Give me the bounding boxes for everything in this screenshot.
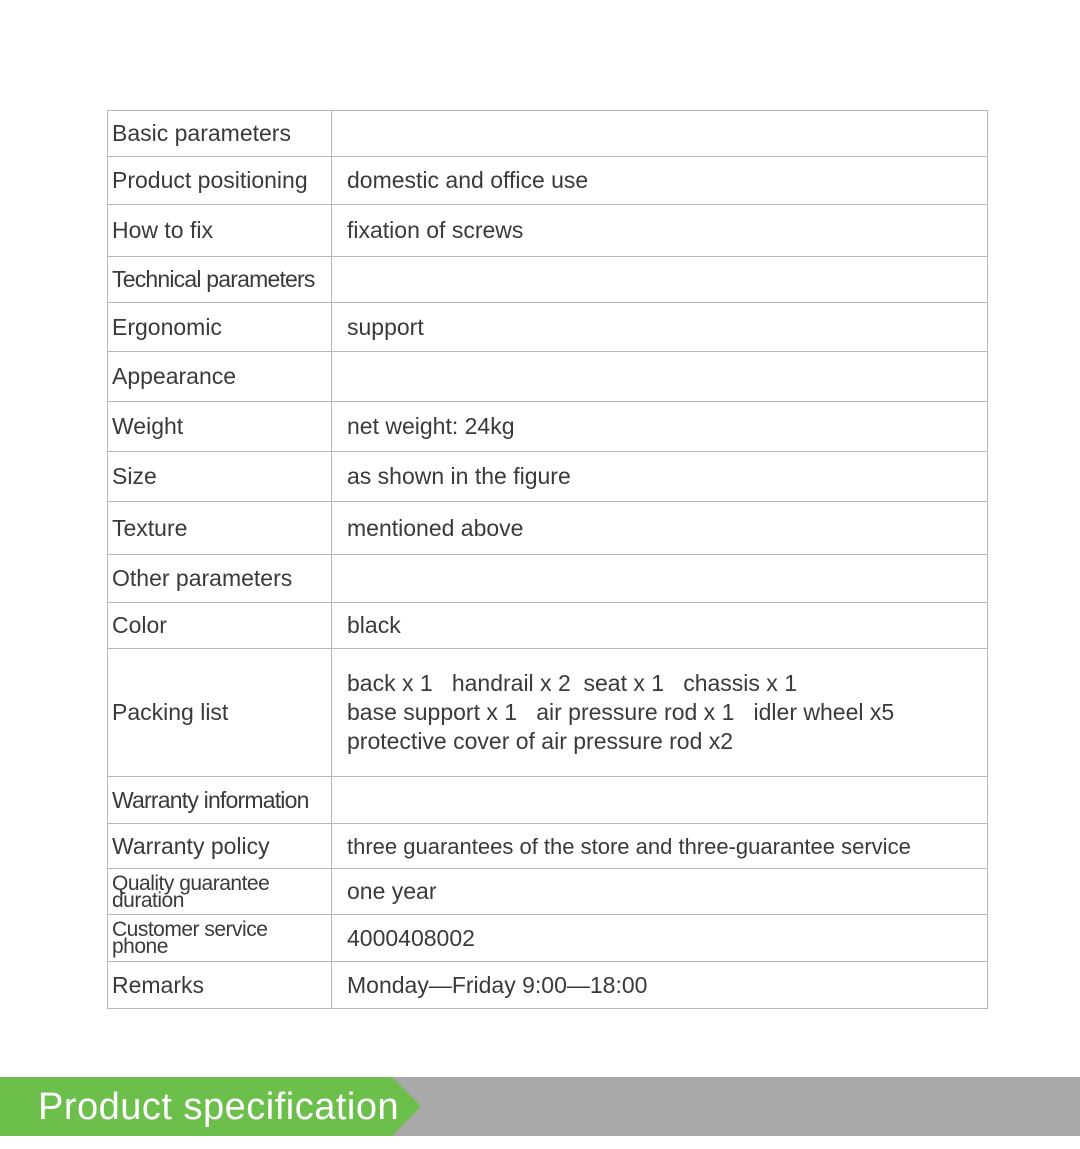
table-row: [108, 502, 988, 555]
table-row: [108, 555, 988, 603]
table-row: [108, 962, 988, 1009]
row-value: Monday—Friday 9:00—18:00: [332, 962, 988, 1009]
row-label: Warranty information: [108, 777, 332, 824]
row-label: Color: [108, 603, 332, 649]
packing-list-line: back x 1 handrail x 2 seat x 1 chassis x 1: [347, 670, 797, 696]
row-label: Weight: [108, 402, 332, 452]
row-value: as shown in the figure: [332, 452, 988, 502]
row-label: Technical parameters: [108, 257, 332, 303]
packing-list-line: protective cover of air pressure rod x2: [347, 728, 734, 754]
row-label: Warranty policy: [108, 824, 332, 869]
row-label: Size: [108, 452, 332, 502]
table-row: [108, 824, 988, 869]
row-value: three guarantees of the store and three-guarantee service: [332, 824, 988, 869]
table-row: [108, 452, 988, 502]
table-row: [108, 603, 988, 649]
row-value: domestic and office use: [332, 157, 988, 205]
row-label: Ergonomic: [108, 303, 332, 352]
row-label: How to fix: [108, 205, 332, 257]
row-label: Texture: [108, 502, 332, 555]
row-value: [332, 555, 988, 603]
table-row: [108, 111, 988, 157]
table-row: [108, 777, 988, 824]
row-label: Other parameters: [108, 555, 332, 603]
table-row: [108, 303, 988, 352]
section-title-banner: [0, 1077, 1080, 1136]
row-label: Packing list: [108, 649, 332, 777]
row-label: Appearance: [108, 352, 332, 402]
section-title: Product specification: [38, 1086, 400, 1128]
row-value: [332, 257, 988, 303]
table-row: [108, 157, 988, 205]
row-label: Customer service phone: [108, 915, 332, 962]
row-value: fixation of screws: [332, 205, 988, 257]
table-row: [108, 205, 988, 257]
row-value: mentioned above: [332, 502, 988, 555]
table-row: [108, 649, 988, 777]
table-row: [108, 869, 988, 915]
row-value: [332, 352, 988, 402]
row-label: Basic parameters: [108, 111, 332, 157]
packing-list-line: base support x 1 air pressure rod x 1 idler wheel x5: [347, 699, 895, 725]
row-value: [332, 111, 988, 157]
row-value: one year: [332, 869, 988, 915]
table-row: [108, 352, 988, 402]
table-row: [108, 257, 988, 303]
row-label: Product positioning: [108, 157, 332, 205]
row-value: [332, 777, 988, 824]
row-value: black: [332, 603, 988, 649]
row-value: net weight: 24kg: [332, 402, 988, 452]
row-value: support: [332, 303, 988, 352]
specification-table: [107, 110, 988, 1009]
row-label: Remarks: [108, 962, 332, 1009]
table-row: [108, 915, 988, 962]
row-value: 4000408002: [332, 915, 988, 962]
table-row: [108, 402, 988, 452]
row-label: Quality guarantee duration: [108, 869, 332, 915]
packing-list-value: [332, 649, 988, 777]
